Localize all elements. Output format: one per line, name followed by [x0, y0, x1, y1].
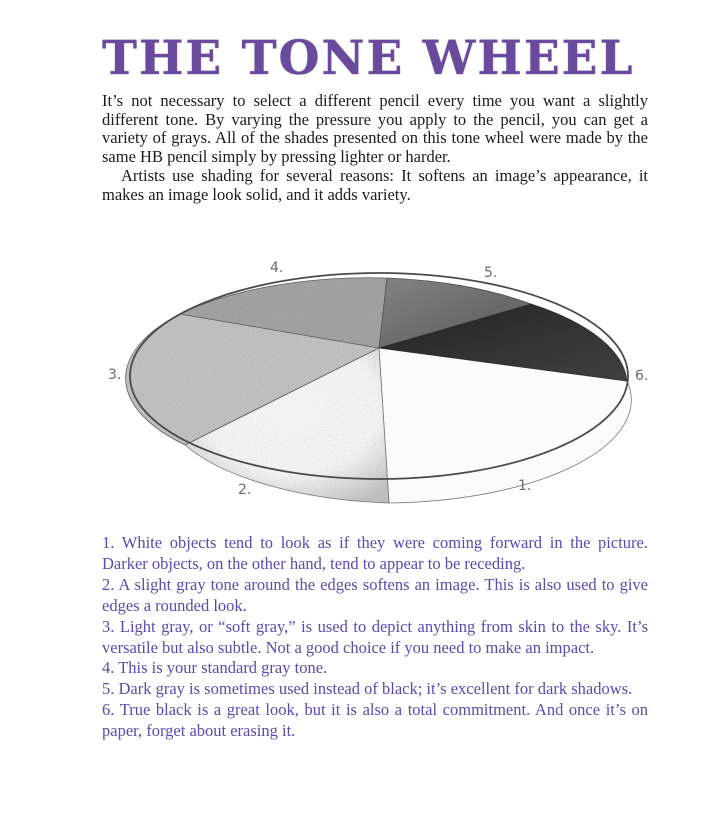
intro-paragraph-2: Artists use shading for several reasons: It softens an image’s appearance, it makes an image look solid, and it adds variety.	[102, 165, 648, 204]
tone-wheel-figure	[100, 250, 660, 520]
wheel-label-5: 5.	[484, 265, 498, 281]
tone-note-5: 5. Dark gray is sometimes used instead of black; it’s excellent for dark shadows.	[102, 679, 633, 699]
tone-note-6: 6. True black is a great look, but it is also a total commitment. And once it’s on paper, forget about erasing it.	[102, 700, 648, 741]
tone-note-4: 4. This is your standard gray tone.	[102, 658, 328, 678]
wheel-label-6: 6.	[635, 368, 649, 384]
intro-text	[102, 92, 648, 204]
tone-note-2: 2. A slight gray tone around the edges softens an image. This is also used to give edges a rounded look.	[102, 574, 648, 615]
page-title: THE TONE WHEEL	[102, 31, 635, 86]
wheel-label-3: 3.	[108, 367, 122, 383]
wheel-label-2: 2.	[238, 482, 252, 498]
tone-wheel-illustration	[100, 250, 660, 520]
tone-notes	[102, 533, 648, 742]
tone-note-1: 1. White objects tend to look as if they were coming forward in the picture. Darker objects, on the other hand, tend to appear to be receding.	[102, 533, 648, 573]
wheel-label-1: 1.	[518, 478, 532, 494]
tone-note-3: 3. Light gray, or “soft gray,” is used to depict anything from skin to the sky. It’s versatile but also subtle. Not a good choice if you need to make an impact.	[102, 616, 648, 657]
intro-paragraph-1: It’s not necessary to select a different pencil every time you want a slightly different tone. By varying the pressure you apply to the pencil, you can get a variety of grays. All of the shades presented on this tone wheel were made by the same HB pencil simply by pressing lighter or harder.	[102, 91, 648, 167]
wheel-label-4: 4.	[270, 260, 284, 276]
